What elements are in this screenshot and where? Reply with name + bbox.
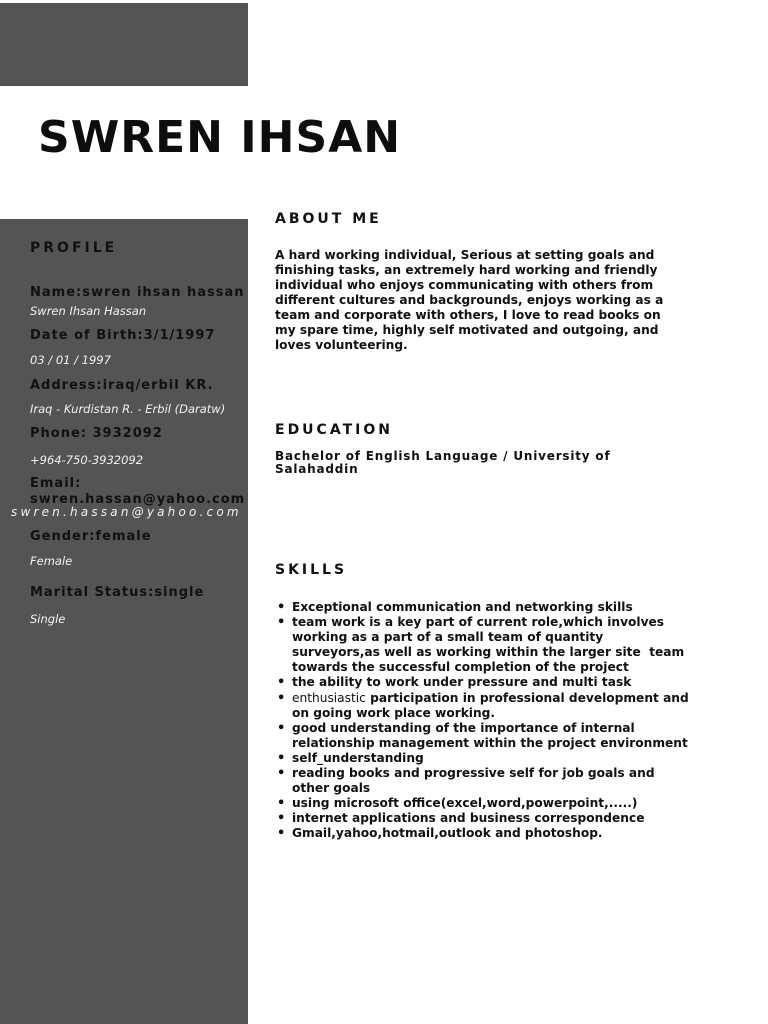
skill-item: • Gmail,yahoo,hotmail,outlook and photoshop. (292, 826, 692, 841)
dob-label: Date of Birth:3/1/1997 (30, 328, 216, 343)
phone-label: Phone: 3932092 (30, 426, 163, 441)
address-label: Address:iraq/erbil KR. (30, 378, 214, 393)
marital-label: Marital Status:single (30, 585, 205, 600)
header-color-block (0, 3, 248, 86)
phone-value: +964-750-3932092 (30, 453, 144, 467)
skill-item (292, 691, 692, 721)
email-label-prefix: Email: (30, 476, 82, 491)
email-label-address: swren.hassan@yahoo.com (30, 492, 246, 507)
skill-item: • internet applications and business correspondence (292, 811, 692, 826)
dob-value: 03 / 01 / 1997 (30, 353, 111, 367)
resume-name: SWREN IHSAN (38, 112, 402, 163)
about-heading: ABOUT ME (275, 211, 382, 227)
marital-value: Single (30, 612, 66, 626)
education-text: Bachelor of English Language / University of Salahaddin (275, 449, 611, 476)
gender-value: Female (30, 554, 73, 568)
skill-item: • Exceptional communication and networking skills (292, 600, 692, 615)
skill-item: • using microsoft office(excel,word,powerpoint,.....) (292, 796, 692, 811)
profile-heading: PROFILE (30, 240, 118, 256)
email-value: swren.hassan@yahoo.com (11, 505, 242, 519)
skill-item: • good understanding of the importance of internal relationship management within the project environment (292, 721, 692, 751)
about-text: A hard working individual, Serious at setting goals and finishing tasks, an extremely hard working and friendly individual who enjoys communicating with others from different cultures and backgrounds, enjoys working as a team and corporate with others, I love to read books on my spare time, highly self motivated and outgoing, and loves volunteering. (275, 248, 664, 352)
name-label: Name:swren ihsan hassan (30, 285, 245, 300)
email-label (30, 476, 245, 508)
skills-heading: SKILLS (275, 562, 348, 578)
skill-item: • team work is a key part of current role,which involves working as a part of a small team of quantity surveyors,as well as working within the larger site team towards the successful completion of the project (292, 615, 692, 675)
skill-item-rest: participation in professional development and on going work place working. (292, 690, 693, 720)
skill-item: • reading books and progressive self for job goals and other goals (292, 766, 692, 796)
skill-item-lead: enthusiastic (292, 690, 366, 705)
education-heading: EDUCATION (275, 422, 393, 438)
skill-item: • the ability to work under pressure and multi task (292, 675, 692, 690)
name-value: Swren Ihsan Hassan (30, 304, 147, 318)
address-value: Iraq - Kurdistan R. - Erbil (Daratw) (30, 402, 226, 416)
gender-label: Gender:female (30, 529, 152, 544)
skill-item: • self_understanding (292, 751, 692, 766)
skills-list (275, 600, 692, 842)
